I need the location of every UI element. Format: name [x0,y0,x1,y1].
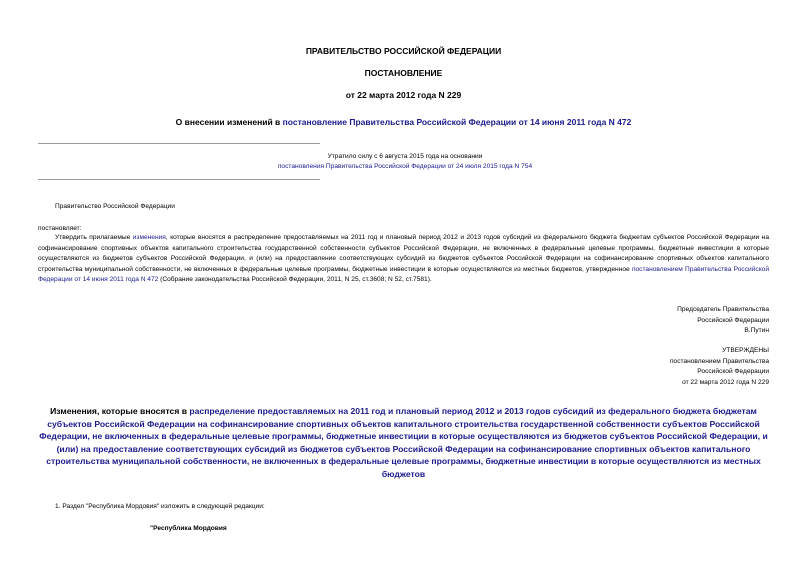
document-type: ПОСТАНОВЛЕНИЕ [364,68,443,78]
signature-position: Председатель Правительства [677,306,769,313]
document-date-number: от 22 марта 2012 года N 229 [345,90,462,100]
approved-country: Российской Федерации [697,368,769,375]
expired-note-text: Утратило силу с 6 августа 2015 года на основании [327,153,483,160]
changes-title-prefix: Изменения, которые вносятся в [50,406,190,416]
government-intro: Правительство Российской Федерации [55,203,175,210]
item-1: 1. Раздел "Республика Мордовия" изложить в следующей редакции: [55,503,265,510]
government-heading: ПРАВИТЕЛЬСТВО РОССИЙСКОЙ ФЕДЕРАЦИИ [305,46,502,56]
signature-name: В.Путин [744,327,769,334]
resolves-label: постановляет: [38,225,82,232]
document-title-prefix: О внесении изменений в [175,117,283,127]
approved-by: постановлением Правительства [669,357,769,365]
document-title [0,117,807,127]
expired-note-link[interactable]: постановления Правительства Российской Федерации от 24 июля 2015 года N 754 [277,163,533,170]
paragraph-text-3: (Собрание законодательства Российской Федерации, 2011, N 25, ст.3608; N 52, ст.7581). [158,276,432,283]
signature-country: Российской Федерации [697,316,769,324]
resolution-472-link[interactable]: постановлением Правительства Российской Федерации от 14 июня 2011 года N 472 [38,265,769,283]
divider-top [38,143,320,144]
paragraph-text-1: Утвердить прилагаемые [55,234,133,241]
approved-label: УТВЕРЖДЕНЫ [722,347,769,354]
approved-date: от 22 марта 2012 года N 229 [682,378,769,386]
signature-block [469,305,769,337]
approved-block [469,346,769,388]
divider-bottom [38,179,320,180]
main-paragraph [38,233,769,286]
paragraph-text-2: , которые вносятся в распределение предоставляемых на 2011 год и плановый период 2012 и 2013 годов субсидий из федерального бюджета бюджетам субъектов Российской Федерации на софинансирование спортивных объектов капитального строительства государственной собственности субъектов Российской Федерации, не включенных в федеральные целевые программы, бюджетные инвестиции в которые осуществляются из бюджетов субъектов Российской Федерации, и (или) на предоставление соответствующих субсидий из бюджетов субъектов Российской Федерации на софинансирование спортивных объектов капитального строительства муниципальной собственности, не включенных в федеральные целевые программы, бюджетные инвестиции в которые осуществляются из местных бюджетов, утвержденное [38,234,769,273]
expired-note [235,152,575,172]
changes-link[interactable]: изменения [132,234,166,241]
amended-resolution-link[interactable]: постановление Правительства Российской Федерации от 14 июня 2011 года N 472 [282,117,632,127]
item-1-quote: "Республика Мордовия [150,525,227,532]
distribution-link[interactable]: распределение предоставляемых на 2011 год и плановый период 2012 и 2013 годов субсидий из федерального бюджета бюджетам субъектов Российской Федерации на софинансирование спортивных объектов капитального строительства государственной собственности субъектов Российской Федерации, не включенных в федеральные целевые программы, бюджетные инвестиции в которые осуществляются из бюджетов субъектов Российской Федерации, и (или) на предоставление соответствующих субсидий из бюджетов субъектов Российской Федерации на софинансирование спортивных объектов капитального строительства муниципальной собственности, не включенных в федеральные целевые программы, бюджетные инвестиции в которые осуществляются из местных бюджетов [39,406,768,479]
changes-title [33,405,774,480]
